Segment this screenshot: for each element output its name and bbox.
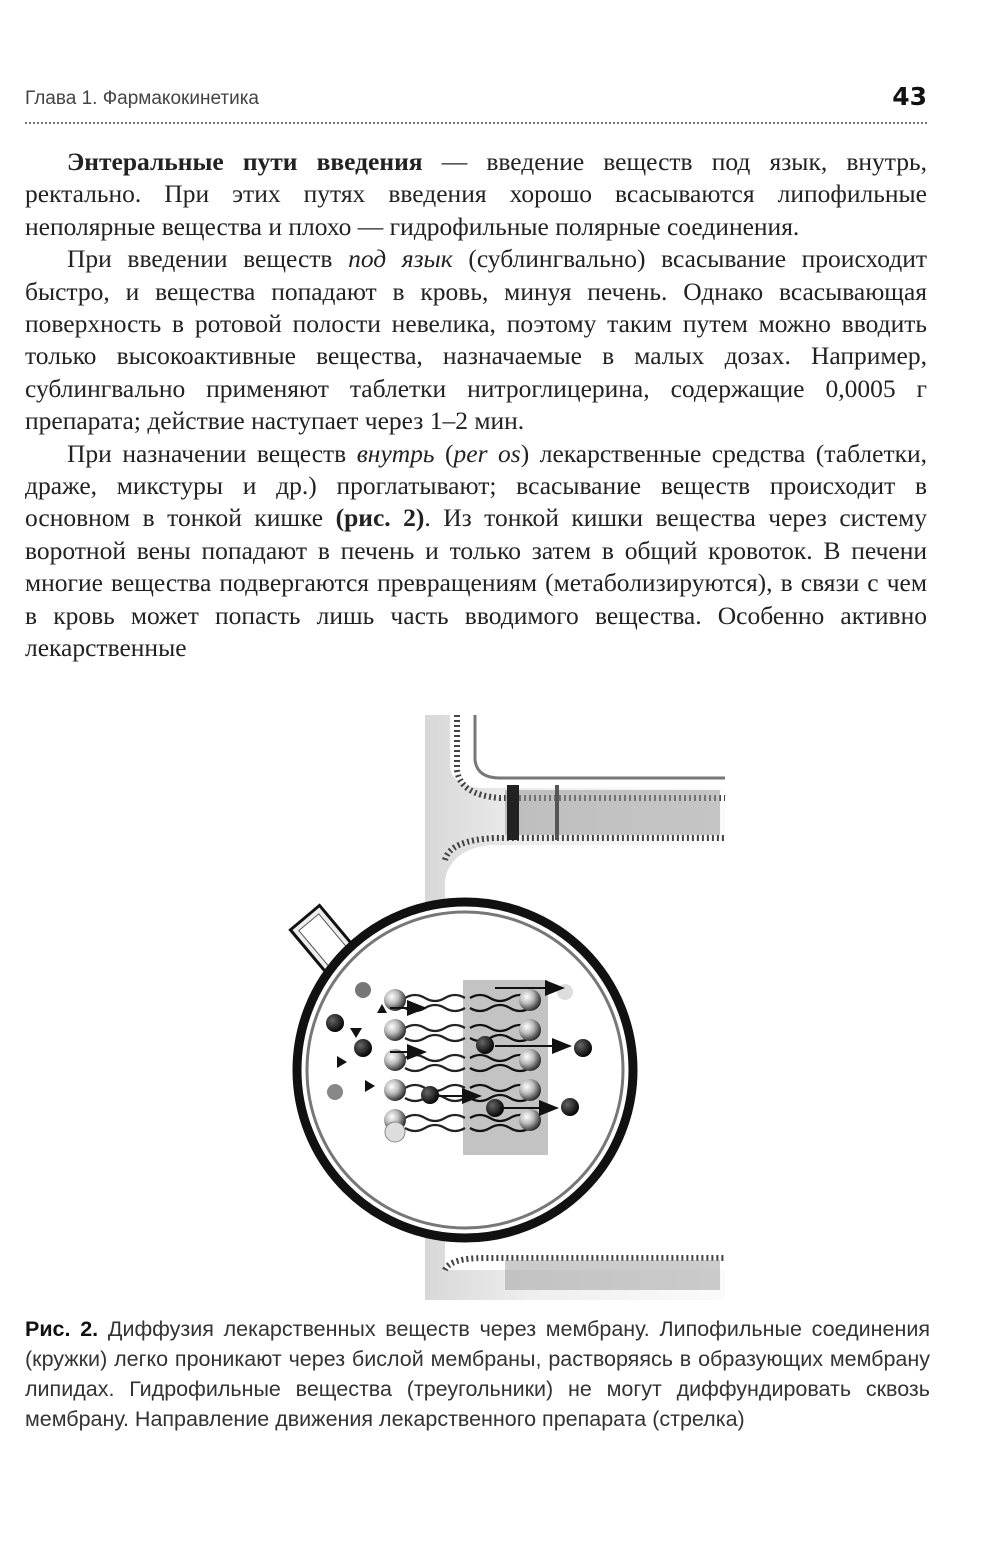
paragraph [25,146,927,243]
paragraph-text: ) лекарственные средства (таблетки, драже, микстуры и др.) проглатывают; всасывание веществ происходит в основном в тонкой кишке [25,438,927,533]
italic-term: под язык [348,244,453,274]
paragraph-text: ( [434,438,454,468]
page-header [25,82,927,124]
italic-term: внутрь [356,438,435,468]
figure-reference: (рис. 2) [335,503,425,533]
body-text [25,146,927,665]
membrane-diffusion-figure [285,710,725,1300]
figure-label: Рис. 2. [25,1317,99,1341]
paragraph-text: (сублингвально) всасывание происходит быстро, и вещества попадают в кровь, минуя печень. Однако всасывающая поверхность в ротовой полости невелика, поэтому таким путем можно вводить только высокоактивные вещества, назначаемые в малых дозах. Например, сублингвально применяют таблетки нитроглицерина, содержащие 0,0005 г препарата; действие наступает через 1–2 мин. [25,244,927,436]
paragraph-text: — введение веществ под язык, внутрь, ректально. При этих путях введения хорошо всасываются липофильные неполярные вещества и плохо — гидрофильные полярные соединения. [25,147,927,241]
figure-caption [25,1314,930,1434]
membrane-diagram [285,710,725,1300]
magnifier-circle [297,902,633,1238]
paragraph-text: . Из тонкой кишки вещества через систему воротной вены попадают в печень и только затем в общий кровоток. В печени многие вещества подвергаются превращениям (метаболизируются), в связи с чем в кровь может попасть лишь часть вводимого вещества. Особенно активно лекарственные [25,503,927,663]
paragraph-text: При назначении веществ [67,438,357,468]
bold-term: Энтеральные пути введения [67,147,423,176]
paragraph [25,438,927,665]
italic-term: per os [453,438,521,468]
paragraph [25,243,927,437]
page-number: 43 [892,82,927,111]
paragraph-text: При введении веществ [67,244,349,274]
caption-text: Диффузия лекарственных веществ через мембрану. Липофильные соединения (кружки) легко проникают через бислой мембраны, растворяясь в образующих мембрану липидах. Гидрофильные вещества (треугольники) не могут диффундировать сквозь мембрану. Направление движения лекарственного препарата (стрелка) [25,1317,930,1431]
running-title: Глава 1. Фармакокинетика [25,88,259,109]
